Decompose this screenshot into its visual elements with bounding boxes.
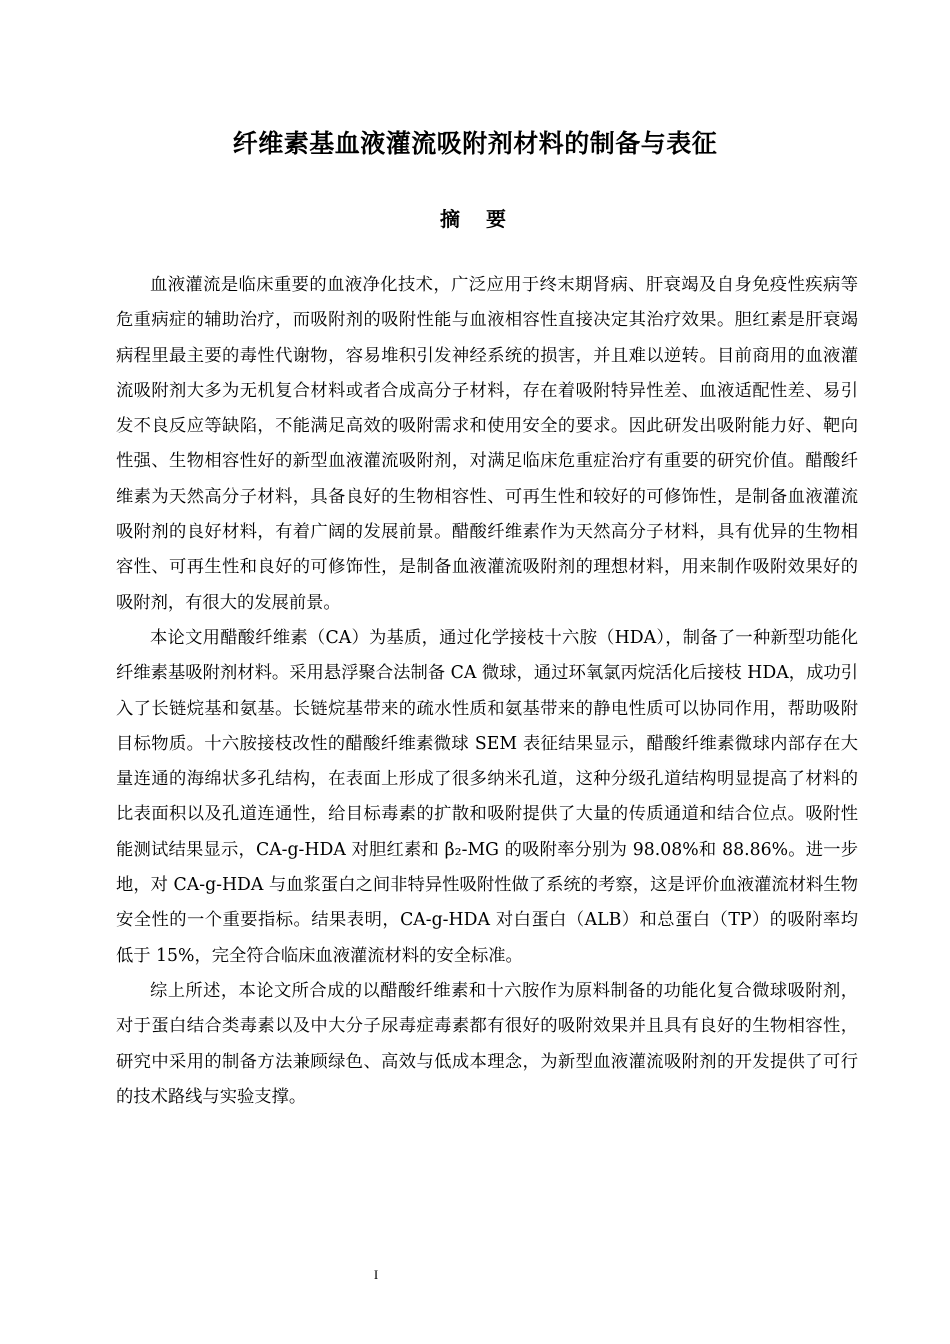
abstract-paragraph-1: 血液灌流是临床重要的血液净化技术，广泛应用于终末期肾病、肝衰竭及自身免疫性疾病等危重病症的辅助治疗，而吸附剂的吸附性能与血液相容性直接决定其治疗效果。胆红素是肝衰竭病程里最主要的毒性代谢物，容易堆积引发神经系统的损害，并且难以逆转。目前商用的血液灌流吸附剂大多为无机复合材料或者合成高分子材料，存在着吸附特异性差、血液适配性差、易引发不良反应等缺陷，不能满足高效的吸附需求和使用安全的要求。因此研发出吸附能力好、靶向性强、生物相容性好的新型血液灌流吸附剂，对满足临床危重症治疗有重要的研究价值。醋酸纤维素为天然高分子材料，具备良好的生物相容性、可再生性和较好的可修饰性，是制备血液灌流吸附剂的良好材料，有着广阔的发展前景。醋酸纤维素作为天然高分子材料，具有优异的生物相容性、可再生性和良好的可修饰性，是制备血液灌流吸附剂的理想材料，用来制作吸附效果好的吸附剂，有很大的发展前景。: [116, 275, 858, 613]
abstract-paragraph-3: 综上所述，本论文所合成的以醋酸纤维素和十六胺作为原料制备的功能化复合微球吸附剂，对于蛋白结合类毒素以及中大分子尿毒症毒素都有很好的吸附效果并且具有良好的生物相容性，研究中采用的制备方法兼顾绿色、高效与低成本理念，为新型血液灌流吸附剂的开发提供了可行的技术路线与实验支撑。: [116, 980, 858, 1107]
abstract-paragraph-2: 本论文用醋酸纤维素（CA）为基质，通过化学接枝十六胺（HDA），制备了一种新型功能化纤维素基吸附剂材料。采用悬浮聚合法制备 CA 微球，通过环氧氯丙烷活化后接枝 HDA，成功引入了长链烷基和氨基。长链烷基带来的疏水性质和氨基带来的静电性质可以协同作用，帮助吸附目标物质。十六胺接枝改性的醋酸纤维素微球 SEM 表征结果显示，醋酸纤维素微球内部存在大量连通的海绵状多孔结构，在表面上形成了很多纳米孔道，这种分级孔道结构明显提高了材料的比表面积以及孔道连通性，给目标毒素的扩散和吸附提供了大量的传质通道和结合位点。吸附性能测试结果显示，CA-g-HDA 对胆红素和 β₂-MG 的吸附率分别为 98.08%和 88.86%。进一步地，对 CA-g-HDA 与血浆蛋白之间非特异性吸附性做了系统的考察，这是评价血液灌流材料生物安全性的一个重要指标。结果表明，CA-g-HDA 对白蛋白（ALB）和总蛋白（TP）的吸附率均低于 15%，完全符合临床血液灌流材料的安全标准。: [116, 627, 858, 966]
page-number: I: [373, 1267, 379, 1282]
abstract-body: [116, 268, 858, 1115]
thesis-title: 纤维素基血液灌流吸附剂材料的制备与表征: [232, 129, 718, 158]
abstract-heading: 摘 要: [440, 207, 510, 231]
